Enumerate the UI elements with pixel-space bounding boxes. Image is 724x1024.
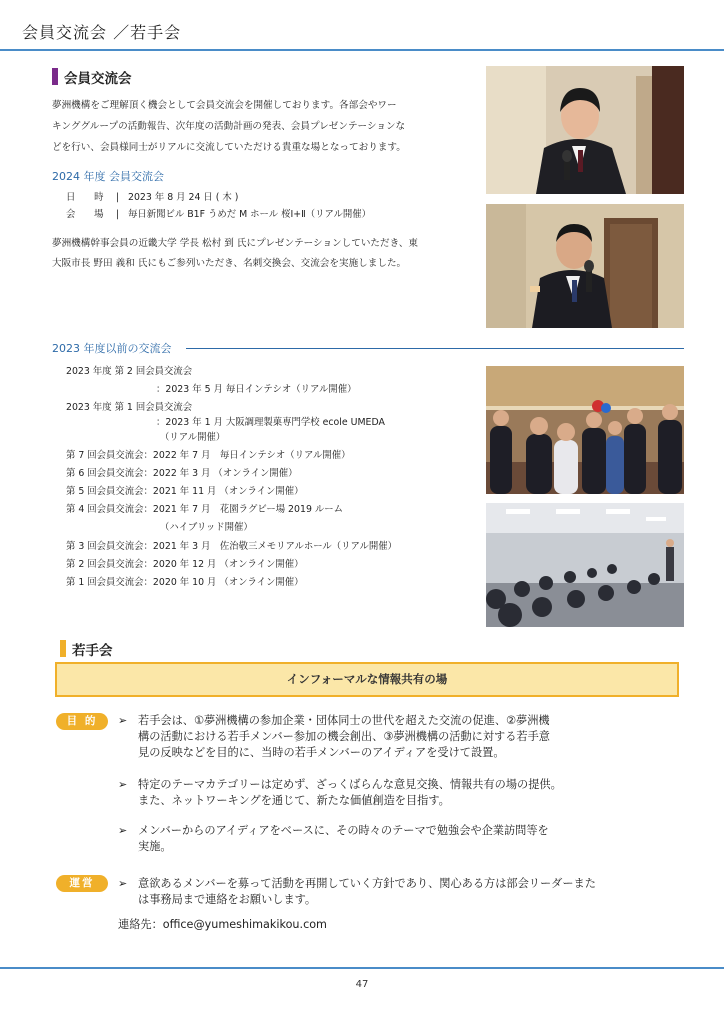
- operation-line: は事務局まで連絡をお願いします。: [138, 893, 317, 906]
- contact-info: 連絡先：office@yumeshimakikou.com: [118, 918, 327, 931]
- photo-seminar-image: [486, 503, 684, 627]
- past-event-row: 第 6 回会員交流会：2022 年 3 月 （オンライン開催）: [66, 468, 298, 479]
- arrow-icon: ➢: [118, 877, 128, 890]
- purpose-bullet-line: 構の活動における若手メンバー参加の機会創出、③夢洲機構の活動に対する若手意: [138, 730, 550, 743]
- section-title-young: 若手会: [72, 643, 113, 659]
- page-header-title: 会員交流会 ／若手会: [22, 23, 182, 42]
- photo-speaker-1: [486, 66, 684, 194]
- operation-line: 意欲あるメンバーを募って活動を再開していく方針であり、関心ある方は部会リーダーまた: [138, 877, 596, 890]
- arrow-icon: ➢: [118, 714, 128, 727]
- venue-separator: |: [116, 209, 120, 220]
- past-event-row: ：2023 年 1 月 大阪調理製菓専門学校 ecole UMEDA: [156, 417, 385, 428]
- section-marker: [52, 68, 58, 85]
- purpose-bullet: [138, 713, 550, 761]
- arrow-icon: ➢: [118, 824, 128, 837]
- past-event-row: 第 5 回会員交流会：2021 年 11 月 （オンライン開催）: [66, 486, 304, 497]
- past-event-row: 第 4 回会員交流会：2021 年 7 月 花園ラグビー場 2019 ルーム: [66, 504, 344, 515]
- purpose-bullet-line: 実施。: [138, 840, 172, 853]
- past-event-row: 第 2 回会員交流会：2020 年 12 月 （オンライン開催）: [66, 559, 304, 570]
- purpose-bullet-line: 若手会は、①夢洲機構の参加企業・団体同士の世代を超えた交流の促進、②夢洲機: [138, 714, 550, 727]
- purpose-bullet-line: 見の反映などを目的に、当時の若手メンバーのアイディアを受けて設置。: [138, 746, 505, 759]
- section-title-members: 会員交流会: [64, 71, 132, 87]
- purpose-bullet-line: また、ネットワーキングを通じて、新たな価値創造を目指す。: [138, 794, 450, 807]
- past-event-row: （リアル開催）: [160, 432, 226, 443]
- arrow-icon: ➢: [118, 778, 128, 791]
- past-event-row: 2023 年度 第 1 回会員交流会: [66, 402, 193, 413]
- past-heading-rule: [186, 348, 684, 349]
- purpose-badge: 目 的: [56, 713, 108, 730]
- section-marker: [60, 640, 66, 657]
- heading-2024: 2024 年度 会員交流会: [52, 170, 164, 183]
- photo-speaker-2-image: [486, 204, 684, 328]
- photo-networking-image: [486, 366, 684, 494]
- heading-past-events: 2023 年度以前の交流会: [52, 342, 172, 355]
- event-2024-description: 夢洲機構幹事会員の近畿大学 学長 松村 到 氏にプレゼンテーションしていただき、東: [52, 238, 419, 249]
- event-2024-description: 大阪市長 野田 義和 氏にもご参列いただき、名刺交換会、交流会を実施しました。: [52, 258, 407, 269]
- operation-text: [138, 876, 596, 908]
- past-event-row: 2023 年度 第 2 回会員交流会: [66, 366, 193, 377]
- past-event-row: （ハイブリッド開催）: [160, 522, 253, 533]
- footer-divider: [0, 967, 724, 969]
- past-event-row: 第 1 回会員交流会：2020 年 10 月 （オンライン開催）: [66, 577, 304, 588]
- members-intro-line: キンググループの活動報告、次年度の活動計画の発表、会員プレゼンテーションな: [52, 121, 406, 132]
- purpose-bullet: [138, 777, 562, 809]
- date-separator: |: [116, 192, 120, 203]
- venue-value: 毎日新聞ビル B1F うめだ M ホール 桜Ⅰ+Ⅱ（リアル開催）: [128, 209, 371, 220]
- operation-badge: 運営: [56, 875, 108, 892]
- date-value: 2023 年 8 月 24 日 ( 木 ): [128, 192, 239, 203]
- purpose-bullet-line: 特定のテーマカテゴリーは定めず、ざっくばらんな意見交換、情報共有の場の提供。: [138, 778, 562, 791]
- young-banner: インフォーマルな情報共有の場: [55, 662, 679, 697]
- past-event-row: ：2023 年 5 月 毎日インテシオ（リアル開催）: [156, 384, 357, 395]
- photo-networking: [486, 366, 684, 494]
- photo-speaker-1-image: [486, 66, 684, 194]
- past-event-row: 第 7 回会員交流会：2022 年 7 月 毎日インテシオ（リアル開催）: [66, 450, 351, 461]
- photo-speaker-2: [486, 204, 684, 328]
- purpose-bullet: [138, 823, 549, 855]
- members-intro-line: どを行い、会員様同士がリアルに交流していただける貴重な場となっております。: [52, 142, 406, 153]
- past-event-row: 第 3 回会員交流会：2021 年 3 月 佐治敬三メモリアルホール（リアル開催）: [66, 541, 398, 552]
- purpose-bullet-line: メンバーからのアイディアをベースに、その時々のテーマで勉強会や企業訪問等を: [138, 824, 549, 837]
- header-divider: [0, 49, 724, 51]
- date-label: 日 時: [66, 192, 104, 203]
- venue-label: 会 場: [66, 209, 104, 220]
- page-number: 47: [355, 979, 369, 990]
- photo-seminar: [486, 503, 684, 627]
- members-intro-line: 夢洲機構をご理解頂く機会として会員交流会を開催しております。各部会やワー: [52, 100, 397, 111]
